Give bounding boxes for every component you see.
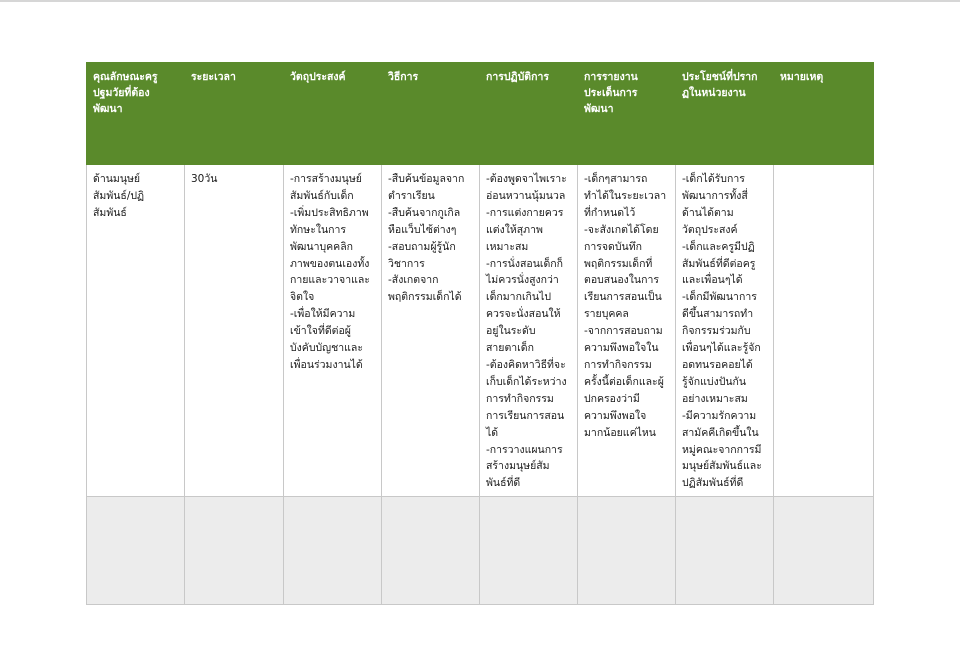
table-cell <box>87 497 185 605</box>
header-method: วิธีการ <box>382 63 480 165</box>
table-cell <box>774 497 874 605</box>
table-header-row <box>87 63 874 165</box>
development-plan-table <box>86 62 874 605</box>
header-practice: การปฏิบัติการ <box>480 63 578 165</box>
table-cell <box>480 497 578 605</box>
table-cell <box>578 497 676 605</box>
table-cell <box>284 497 382 605</box>
table-row <box>87 165 874 497</box>
table-cell: -เด็กได้รับการ พัฒนาการทั้งสี่ ด้านได้ตาม วัตถุประสงค์ -เด็กและครูมีปฏิ สัมพันธ์ที่ดีต่อครู และเพื่อนๆได้ -เด็กมีพัฒนาการ ดีขึ้นสามารถทำ กิจกรรมร่วมกับ เพื่อนๆได้และรู้จัก อดทนรอคอยได้ รู้จักแบ่งปันกัน อย่างเหมาะสม -มีความรักความ สามัคคีเกิดขึ้นใน หมู่คณะจากการมี มนุษย์สัมพันธ์และ ปฏิสัมพันธ์ที่ดี <box>676 165 774 497</box>
table-cell: -การสร้างมนุษย์ สัมพันธ์กับเด็ก -เพิ่มประสิทธิภาพ ทักษะในการ พัฒนาบุคคลิก ภาพของตนเองทั้ง กายและวาจาและ จิตใจ -เพื่อให้มีความ เข้าใจที่ดีต่อผู้ บังคับบัญชาและ เพื่อนร่วมงานได้ <box>284 165 382 497</box>
table-row <box>87 497 874 605</box>
table-cell <box>676 497 774 605</box>
table-cell <box>382 497 480 605</box>
table-cell: -สืบค้นข้อมูลจาก ตำราเรียน -สืบค้นจากกูเกิล หือแว็บไซ้ต่างๆ -สอบถามผู้รู้นัก วิชาการ -สังเกตจาก พฤติกรรมเด็กได้ <box>382 165 480 497</box>
header-benefit: ประโยชน์ที่ปราก ฏในหน่วยงาน <box>676 63 774 165</box>
header-objective: วัตถุประสงค์ <box>284 63 382 165</box>
header-remark: หมายเหตุ <box>774 63 874 165</box>
header-duration: ระยะเวลา <box>185 63 284 165</box>
table-cell: ด้านมนุษย์ สัมพันธ์/ปฏิ สัมพันธ์ <box>87 165 185 497</box>
table-cell: -ต้องพูดจาไพเราะ อ่อนหวานนุ้มนวล -การแต่งกายควร แต่งให้สุภาพ เหมาะสม -การนั่งสอนเด็กก็ ไม่ควรนั่งสูงกว่า เด็กมากเกินไป ควรจะนั่งสอนให้ อยู่ในระดับ สายตาเด็ก -ต้องคิดหาวิธีที่จะ เก็บเด็กได้ระหว่าง การทำกิจกรรม การเรียนการสอน ได้ -การวางแผนการ สร้างมนุษย์สัม พันธ์ที่ดี <box>480 165 578 497</box>
table-cell <box>185 497 284 605</box>
header-teacher-attribute: คุณลักษณะครู ปฐมวัยที่ต้อง พัฒนา <box>87 63 185 165</box>
top-rule <box>0 0 960 2</box>
header-report: การรายงาน ประเด็นการ พัฒนา <box>578 63 676 165</box>
table-cell: 30วัน <box>185 165 284 497</box>
table-cell <box>774 165 874 497</box>
table-cell: -เด็กๆสามารถ ทำได้ในระยะเวลา ที่กำหนดไว้ -จะสังเกตได้โดย การจดบันทึก พฤติกรรมเด็กที่ ตอบสนองในการ เรียนการสอนเป็น รายบุคคล -จากการสอบถาม ความพึงพอใจใน การทำกิจกรรม ครั้งนี้ต่อเด็กและผู้ ปกครองว่ามี ความพึงพอใจ มากน้อยแค่ไหน <box>578 165 676 497</box>
